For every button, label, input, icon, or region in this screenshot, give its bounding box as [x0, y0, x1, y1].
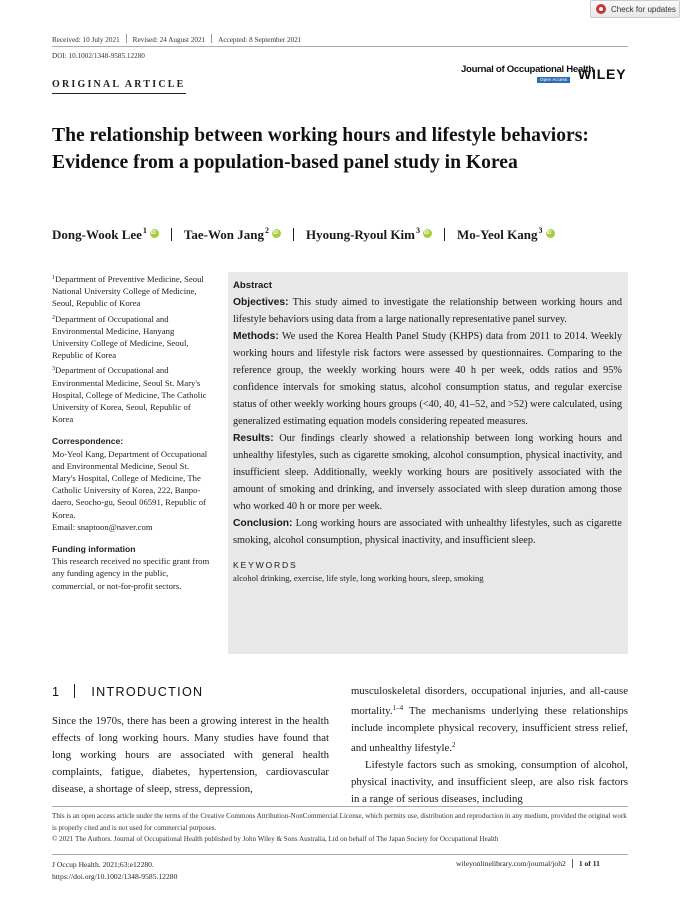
check-for-updates-label: Check for updates — [611, 4, 676, 14]
author[interactable]: Tae-Won Jang$^2$iD — [184, 226, 281, 243]
revised-date: Revised: 24 August 2021 — [132, 36, 206, 44]
paragraph: Since the 1970s, there has been a growing interest in the health effects of long working hours. Many studies have found that long working hours are associated with general health complaints, fatigue, diabetes, hypertension, cardiovascular disease, a shortage of sleep, stress, depression, — [52, 715, 329, 795]
received-date: Received: 10 July 2021 — [52, 36, 120, 44]
divider — [171, 228, 172, 241]
author[interactable]: Hyoung-Ryoul Kim$^3$iD — [306, 226, 432, 243]
open-access-badge: Open Access — [537, 77, 570, 83]
divider — [293, 228, 294, 241]
license-text: This is an open access article under the terms of the Creative Commons Attribution-NonCommercial License, which permits use, distribution and reproduction in any medium, provided the original work is properly cited and is not used for commercial purposes. — [52, 812, 627, 832]
orcid-icon[interactable] — [150, 229, 159, 238]
journal-logo: Journal of Occupational Health — [461, 64, 594, 75]
page-number: 1 of 11 — [572, 859, 600, 868]
bottom-rule — [52, 854, 628, 855]
citation-link[interactable]: 1–4 — [392, 704, 404, 712]
paragraph: musculoskeletal disorders, occupational injuries, and all-cause mortality.$^{1-4}$ The mechanisms underlying these relationships include incomplete physical recovery, insufficient stress relief, and unhealthy lifestyle.$^2$ — [351, 685, 628, 754]
keywords-heading: KEYWORDS — [233, 560, 298, 570]
article-dates — [52, 34, 301, 44]
orcid-icon[interactable] — [272, 229, 281, 238]
journal-citation: J Occup Health. 2021;63:e12280. — [52, 860, 154, 869]
author[interactable]: Mo-Yeol Kang$^3$iD — [457, 226, 555, 243]
affiliation: $^1$Department of Preventive Medicine, Seoul National University College of Medicine, Seoul, Republic of Korea — [52, 274, 204, 309]
orcid-icon[interactable] — [423, 229, 432, 238]
correspondence-heading: Correspondence: — [52, 436, 124, 447]
affiliation: $^2$Department of Occupational and Environmental Medicine, Hanyang University College of Medicine, Seoul, Republic of Korea — [52, 313, 189, 361]
paragraph: Lifestyle factors such as smoking, consumption of alcohol, physical inactivity, and insufficient sleep, are also risk factors in a range of serious diseases, including — [351, 759, 628, 805]
body-column-right — [351, 683, 628, 808]
citation-link[interactable]: 2 — [452, 741, 456, 749]
funding-heading: Funding information — [52, 544, 136, 555]
affiliation: $^3$Department of Occupational and Environmental Medicine, Seoul St. Mary's Hospital, College of Medicine, The Catholic University of Korea, Seoul, Republic of Korea — [52, 365, 207, 425]
publisher-logo: WILEY — [578, 66, 627, 82]
section-heading — [52, 684, 203, 699]
doi-header: DOI: 10.1002/1348-9585.12280 — [52, 52, 145, 60]
correspondence-text: Mo-Yeol Kang, Department of Occupational and Environmental Medicine, Seoul St. Mary's Hospital, College of Medicine, The Catholic University of Korea, 222, Banpo-daero, Seocho-gu, Seoul 06591, Republic of Korea. — [52, 448, 208, 520]
sidebar-info — [52, 272, 212, 592]
license-footer — [52, 811, 628, 846]
abstract-box — [228, 272, 628, 654]
abstract-methods: Methods: We used the Korea Health Panel Study (KHPS) data from 2011 to 2014. Weekly working hours and lifestyle risk factors were assessed by questionnaires. Comparing to the reference group, the weekly working hours were 40 h per week, odds ratios and 95% confidence intervals for smoking status, alcohol consumption status, and regular exercise status of other weekly working hours groups (<40, 40, 41–52, and >52) were calculated, using generalized estimating equation models considering repeated measures. — [233, 331, 622, 427]
keywords: alcohol drinking, exercise, life style, long working hours, sleep, smoking — [233, 573, 484, 583]
citation-block — [52, 859, 177, 883]
crossmark-icon — [596, 4, 606, 14]
abstract-heading: Abstract — [233, 280, 272, 291]
article-type: ORIGINAL ARTICLE — [52, 79, 186, 90]
author[interactable]: Dong-Wook Lee$^1$iD — [52, 226, 159, 243]
copyright-text: © 2021 The Authors. Journal of Occupational Health published by John Wiley & Sons Australia, Ltd on behalf of The Japan Society for Occupational Health — [52, 835, 499, 843]
correspondence-email[interactable]: Email: snaptoon@naver.com — [52, 521, 153, 532]
article-type-rule — [52, 93, 186, 94]
page-info — [456, 859, 600, 868]
divider — [74, 684, 75, 698]
abstract-conclusion: Conclusion: Long working hours are associated with unhealthy lifestyles, such as cigarette smoking, alcohol consumption, physical inactivity, and insufficient sleep. — [233, 518, 622, 546]
section-title: INTRODUCTION — [91, 685, 204, 699]
header-rule — [52, 46, 628, 47]
orcid-icon[interactable] — [546, 229, 555, 238]
section-number: 1 — [52, 685, 61, 699]
abstract-results: Results: Our findings clearly showed a relationship between long working hours and unhealthy lifestyles, such as cigarette smoking, alcohol consumption, physical inactivity, and insufficient sleep. Additionally, weekly working hours are positively associated with the amount of smoking and drinking, and inversely associated with sleep duration among those who worked 40 h or more per week. — [233, 433, 622, 512]
accepted-date: Accepted: 8 September 2021 — [218, 36, 302, 44]
journal-site-link[interactable]: wileyonlinelibrary.com/journal/joh2 — [456, 859, 566, 868]
funding-text: This research received no specific grant from any funding agency in the public, commercial, or not-for-profit sectors. — [52, 556, 210, 591]
divider — [126, 34, 127, 43]
abstract-objectives: Objectives: This study aimed to investigate the relationship between working hours and lifestyle behaviors using data from a large nationally representative panel survey. — [233, 297, 622, 325]
footer-rule — [52, 806, 628, 807]
check-for-updates-button[interactable] — [590, 0, 680, 18]
body-column-left — [52, 713, 329, 798]
divider — [444, 228, 445, 241]
divider — [211, 34, 212, 43]
author-list — [52, 226, 628, 243]
article-title: The relationship between working hours and lifestyle behaviors: Evidence from a population-based panel study in Korea — [52, 125, 589, 173]
doi-link[interactable]: https://doi.org/10.1002/1348-9585.12280 — [52, 871, 178, 881]
